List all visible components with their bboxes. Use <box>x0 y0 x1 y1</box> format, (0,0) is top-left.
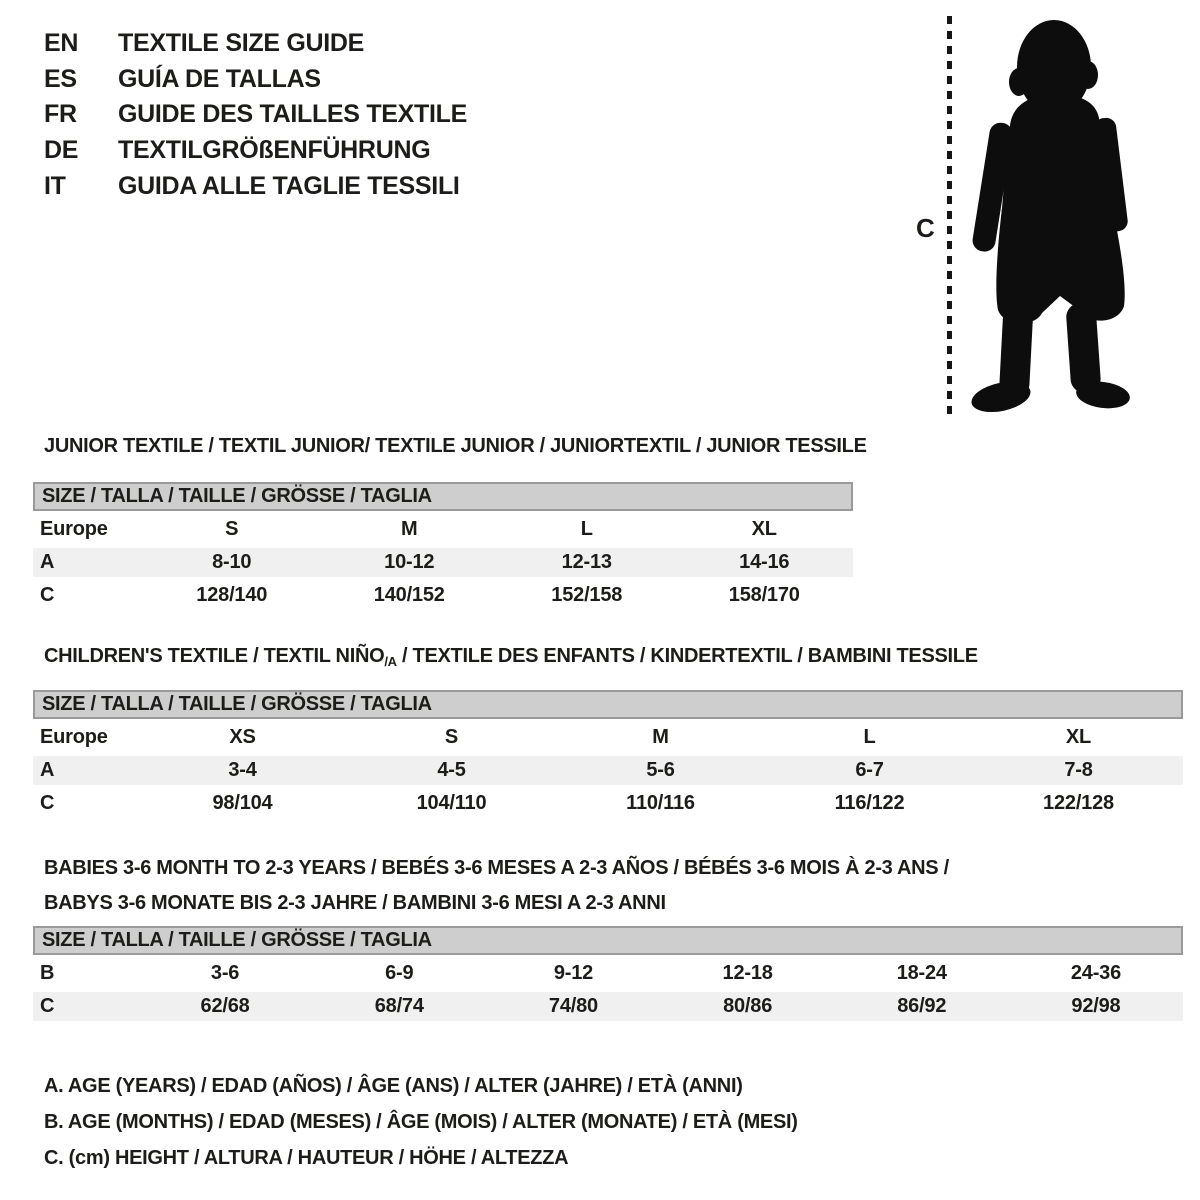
language-row-fr <box>44 97 467 133</box>
toddler-silhouette-figure <box>966 16 1134 416</box>
children-section-title <box>44 646 978 672</box>
table-cell: 3-4 <box>228 759 257 781</box>
table-cell: 104/110 <box>416 792 487 814</box>
table-header-row <box>33 515 853 544</box>
language-label: GUIDE DES TAILLES TEXTILE <box>118 100 468 129</box>
column-header: L <box>580 518 593 540</box>
babies-title-line2: BABYS 3-6 MONATE BIS 2-3 JAHRE / BAMBINI 3-6 MESI A 2-3 ANNI <box>44 891 666 914</box>
row-label: C <box>40 792 55 814</box>
table-cell: 128/140 <box>196 584 268 606</box>
table-cell: 68/74 <box>374 995 424 1017</box>
table-cell: 9-12 <box>553 962 594 984</box>
row-label: Europe <box>40 726 108 748</box>
table-row-c <box>33 992 1183 1021</box>
table-cell: 116/122 <box>834 792 905 814</box>
row-label: A <box>40 759 55 781</box>
column-header: XL <box>1065 726 1092 748</box>
table-cell: 92/98 <box>1071 995 1121 1017</box>
language-row-en <box>44 26 467 62</box>
table-cell: 10-12 <box>384 551 435 573</box>
table-cell: 140/152 <box>373 584 445 606</box>
column-header: M <box>401 518 418 540</box>
height-measure-label: C <box>916 213 935 243</box>
column-header: L <box>863 726 876 748</box>
language-row-it <box>44 168 467 204</box>
table-cell: 110/116 <box>626 792 695 814</box>
height-measure-dashed-line <box>947 16 952 416</box>
table-row-c <box>33 789 1183 818</box>
language-header <box>44 26 467 204</box>
table-cell: 18-24 <box>896 962 947 984</box>
junior-section-title: JUNIOR TEXTILE / TEXTIL JUNIOR/ TEXTILE JUNIOR / JUNIORTEXTIL / JUNIOR TESSILE <box>44 435 867 457</box>
row-label: Europe <box>40 518 108 540</box>
table-cell: 7-8 <box>1064 759 1093 781</box>
table-row-a <box>33 548 853 577</box>
table-row-a <box>33 756 1183 785</box>
table-cell: 14-16 <box>739 551 790 573</box>
size-header-text: SIZE / TALLA / TAILLE / GRÖSSE / TAGLIA <box>42 485 432 507</box>
babies-size-table <box>33 926 1183 1021</box>
children-title-subscript: /A <box>384 654 397 669</box>
table-cell: 3-6 <box>210 962 240 984</box>
babies-title-line1: BABIES 3-6 MONTH TO 2-3 YEARS / BEBÉS 3-6 MESES A 2-3 AÑOS / BÉBÉS 3-6 MOIS À 2-3 ANS / <box>44 857 949 879</box>
table-cell: 98/104 <box>212 792 273 814</box>
row-label: C <box>40 995 55 1017</box>
table-cell: 24-36 <box>1070 962 1122 984</box>
table-cell: 5-6 <box>646 759 675 781</box>
column-header: M <box>652 726 669 748</box>
table-cell: 4-5 <box>437 759 466 781</box>
language-label: GUÍA DE TALLAS <box>118 64 321 93</box>
table-cell: 86/92 <box>897 995 947 1017</box>
size-header-text: SIZE / TALLA / TAILLE / GRÖSSE / TAGLIA <box>42 929 432 951</box>
size-header-text: SIZE / TALLA / TAILLE / GRÖSSE / TAGLIA <box>42 693 432 715</box>
size-header-bar <box>33 482 853 511</box>
language-code: DE <box>44 136 79 165</box>
column-header: XS <box>229 726 256 748</box>
table-cell: 158/170 <box>728 584 800 606</box>
row-label: A <box>40 551 55 573</box>
table-cell: 74/80 <box>548 995 598 1017</box>
language-code: IT <box>44 171 66 200</box>
column-header: XL <box>751 518 777 540</box>
table-cell: 6-9 <box>385 962 414 984</box>
language-code: ES <box>44 64 77 93</box>
language-label: TEXTILGRÖßENFÜHRUNG <box>118 136 431 165</box>
table-cell: 122/128 <box>1043 792 1114 814</box>
table-cell: 12-18 <box>722 962 773 984</box>
size-header-bar <box>33 926 1183 955</box>
table-cell: 8-10 <box>212 551 252 573</box>
language-code: FR <box>44 100 77 129</box>
size-header-bar <box>33 690 1183 719</box>
babies-section-title <box>44 851 949 920</box>
children-title-part: / TEXTILE DES ENFANTS / KINDERTEXTIL / BAMBINI TESSILE <box>396 645 978 667</box>
measure-legend <box>44 1068 798 1176</box>
legend-line-b: B. AGE (MONTHS) / EDAD (MESES) / ÂGE (MOIS) / ALTER (MONATE) / ETÀ (MESI) <box>44 1111 798 1133</box>
children-size-table <box>33 690 1183 818</box>
children-title-part: CHILDREN'S TEXTILE / TEXTIL NIÑO <box>44 645 385 667</box>
row-label: B <box>40 962 55 984</box>
table-cell: 12-13 <box>561 551 612 573</box>
table-cell: 62/68 <box>200 995 250 1017</box>
junior-size-table <box>33 482 853 610</box>
language-row-de <box>44 133 467 169</box>
language-row-es <box>44 62 467 98</box>
legend-line-c: C. (cm) HEIGHT / ALTURA / HAUTEUR / HÖHE / ALTEZZA <box>44 1147 569 1169</box>
table-row-b <box>33 959 1183 988</box>
table-cell: 6-7 <box>855 759 884 781</box>
language-code: EN <box>44 29 79 58</box>
column-header: S <box>225 518 239 540</box>
column-header: S <box>444 726 459 748</box>
language-label: GUIDA ALLE TAGLIE TESSILI <box>118 171 460 200</box>
language-label: TEXTILE SIZE GUIDE <box>118 29 365 58</box>
table-row-c <box>33 581 853 610</box>
legend-line-a: A. AGE (YEARS) / EDAD (AÑOS) / ÂGE (ANS) / ALTER (JAHRE) / ETÀ (ANNI) <box>44 1075 743 1097</box>
table-cell: 80/86 <box>723 995 773 1017</box>
table-cell: 152/158 <box>551 584 623 606</box>
row-label: C <box>40 584 55 606</box>
table-header-row <box>33 723 1183 752</box>
